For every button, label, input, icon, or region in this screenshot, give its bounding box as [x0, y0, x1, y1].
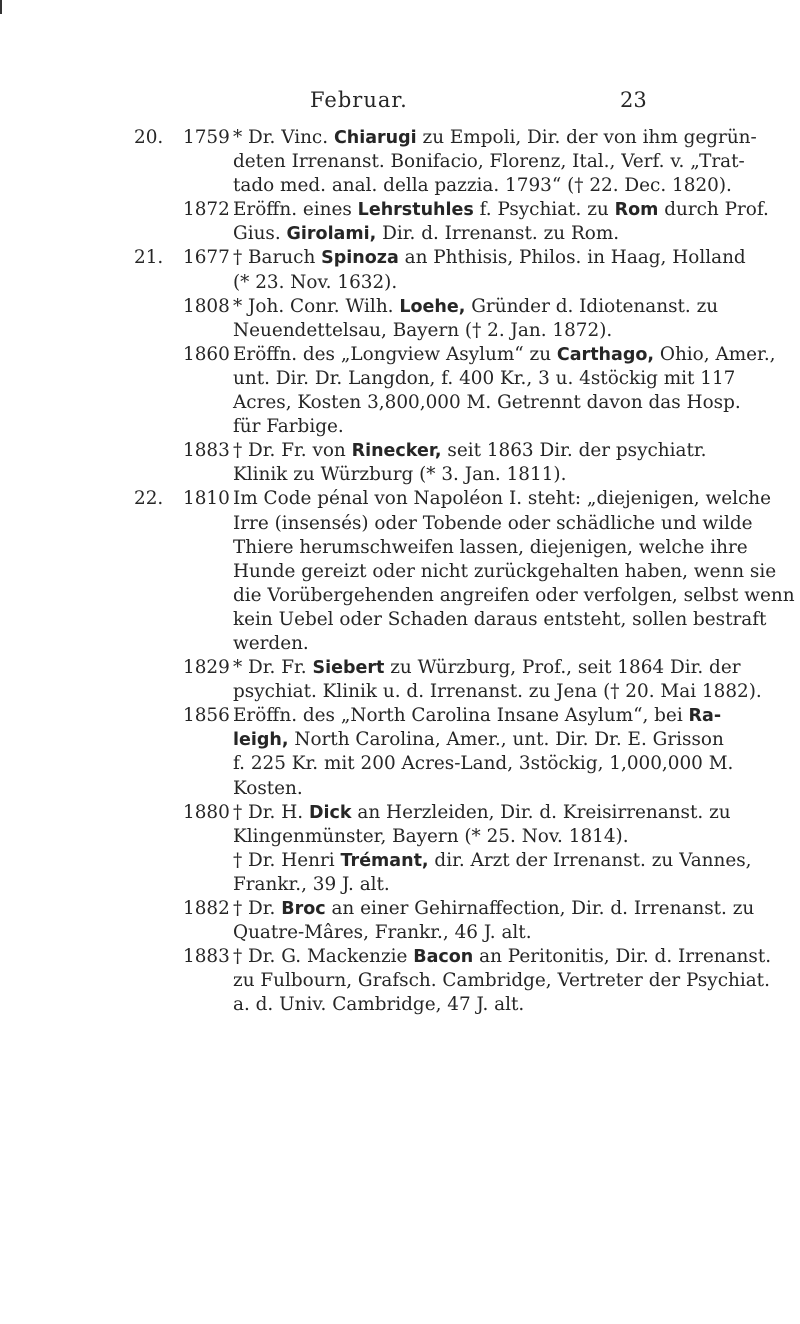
calendar-entry	[0, 704, 800, 800]
entry-text: Acres, Kosten 3,800,000 M. Getrennt davon das Hosp.	[233, 392, 741, 414]
entry-text: a. d. Univ. Cambridge, 47 J. alt.	[233, 994, 525, 1016]
calendar-entry	[0, 801, 800, 897]
entry-year: 1759	[183, 127, 230, 148]
entry-text: † Dr. Fr. von	[233, 440, 352, 462]
calendar-entries	[0, 126, 800, 1017]
person-or-place-name: Rinecker,	[351, 441, 442, 462]
entry-text-line	[233, 704, 800, 728]
entry-text-line	[233, 777, 800, 801]
person-or-place-name: Spinoza	[321, 248, 399, 269]
entry-text: zu Würzburg, Prof., seit 1864 Dir. der	[384, 657, 741, 679]
entry-text: * Dr. Fr.	[233, 657, 313, 679]
day-number: 22.	[134, 488, 164, 510]
entry-text: Hunde gereizt oder nicht zurückgehalten haben, wenn sie	[233, 560, 777, 582]
entry-text: kein Uebel oder Schaden daraus entsteht, sollen bestraft	[233, 608, 767, 630]
entry-text-line	[233, 632, 800, 656]
person-or-place-name: leigh,	[233, 730, 289, 751]
entry-text-line	[233, 415, 800, 439]
person-or-place-name: Trémant,	[340, 850, 429, 871]
entry-text-line	[233, 897, 800, 921]
entry-text: f. 225 Kr. mit 200 Acres-Land, 3stöckig, 1,000,000 M.	[233, 753, 734, 775]
entry-text: Eröffn. des „Longview Asylum“ zu	[233, 343, 557, 365]
entry-text-line	[233, 680, 800, 704]
entry-text-line	[233, 584, 800, 608]
entry-text: Eröffn. eines	[233, 199, 358, 221]
calendar-entry	[0, 198, 800, 246]
entry-text-line	[233, 969, 800, 993]
calendar-entry	[0, 295, 800, 343]
day-number: 21.	[134, 247, 164, 269]
entry-year: 1856	[183, 705, 230, 727]
entry-text-line	[233, 873, 800, 897]
entry-text: Gründer d. Idiotenanst. zu	[465, 295, 719, 317]
entry-text: an Herzleiden, Dir. d. Kreisirrenanst. zu	[351, 801, 731, 823]
entry-year: 1872	[183, 199, 230, 221]
entry-year: 1829	[183, 657, 230, 679]
entry-year: 1808	[183, 295, 230, 317]
entry-text: seit 1863 Dir. der psychiatr.	[441, 440, 707, 462]
entry-year: 1880	[183, 801, 230, 823]
person-or-place-name: Siebert	[312, 658, 385, 679]
calendar-entry	[0, 897, 800, 945]
entry-text: durch Prof.	[658, 199, 769, 221]
entry-text: Neuendettelsau, Bayern († 2. Jan. 1872).	[233, 319, 613, 341]
page-header	[0, 88, 800, 118]
entry-text-line	[233, 849, 800, 873]
entry-text-line	[233, 825, 800, 849]
entry-text-line	[233, 367, 800, 391]
calendar-entry	[0, 343, 800, 439]
entry-text: Thiere herumschweifen lassen, diejenigen, welche ihre	[233, 536, 748, 558]
entry-text: psychiat. Klinik u. d. Irrenanst. zu Jena († 20. Mai 1882).	[233, 681, 762, 703]
entry-text: an Phthisis, Philos. in Haag, Holland	[398, 247, 746, 269]
calendar-entry	[0, 439, 800, 487]
entry-text: unt. Dir. Dr. Langdon, f. 400 Kr., 3 u. 4stöckig mit 117	[233, 367, 736, 389]
entry-text-line	[233, 608, 800, 632]
entry-text: † Dr. G. Mackenzie	[233, 946, 414, 968]
entry-text: Frankr., 39 J. alt.	[233, 873, 390, 895]
entry-text: zu Empoli, Dir. der von ihm gegrün-	[416, 127, 757, 148]
entry-text-line	[233, 391, 800, 415]
running-head: Februar.	[310, 88, 408, 112]
entry-text-line	[233, 174, 800, 198]
person-or-place-name: Rom	[614, 200, 659, 221]
entry-text-line	[233, 150, 800, 174]
calendar-entry	[0, 945, 800, 1017]
entry-year: 1860	[183, 343, 230, 365]
entry-text: Gius.	[233, 223, 287, 245]
entry-text: Im Code pénal von Napoléon I. steht: „diejenigen, welche	[233, 488, 772, 510]
entry-text: North Carolina, Amer., unt. Dir. Dr. E. Grisson	[288, 729, 724, 751]
entry-text-line	[233, 536, 800, 560]
calendar-entry	[0, 126, 800, 198]
entry-text: f. Psychiat. zu	[473, 199, 615, 221]
entry-text-line	[233, 656, 800, 680]
calendar-entry	[0, 487, 800, 656]
person-or-place-name: Ra-	[688, 706, 722, 727]
entry-text: Eröffn. des „North Carolina Insane Asylum“, bei	[233, 705, 689, 727]
person-or-place-name: Lehrstuhles	[357, 200, 474, 221]
person-or-place-name: Chiarugi	[333, 128, 417, 148]
entry-text-line	[233, 512, 800, 536]
entry-text: † Baruch	[233, 247, 322, 269]
day-number: 20.	[134, 127, 164, 148]
entry-text-line	[233, 271, 800, 295]
person-or-place-name: Dick	[308, 802, 352, 823]
entry-text-line	[233, 560, 800, 584]
entry-text-line	[233, 319, 800, 343]
calendar-entry	[0, 246, 800, 294]
entry-text-line	[233, 752, 800, 776]
entry-text: zu Fulbourn, Grafsch. Cambridge, Vertreter der Psychiat.	[233, 970, 770, 992]
entry-text-line	[233, 222, 800, 246]
entry-year: 1677	[183, 247, 230, 269]
entry-text: * Dr. Vinc.	[233, 127, 334, 148]
page-number: 23	[620, 88, 647, 112]
entry-text: Quatre-Mâres, Frankr., 46 J. alt.	[233, 922, 532, 944]
entry-text: Irre (insensés) oder Tobende oder schädliche und wilde	[233, 512, 753, 534]
entry-text: an einer Gehirnaffection, Dir. d. Irrenanst. zu	[325, 898, 755, 919]
entry-text: * Joh. Conr. Wilh.	[233, 295, 400, 317]
entry-year: 1810	[183, 488, 230, 510]
entry-text-line	[233, 463, 800, 487]
entry-text-line	[233, 295, 800, 319]
person-or-place-name: Carthago,	[556, 344, 655, 365]
page-edge-mark	[0, 0, 2, 14]
entry-text-line	[233, 343, 800, 367]
calendar-entry	[0, 656, 800, 704]
entry-text: † Dr. Henri	[233, 849, 341, 871]
entry-text-line	[233, 126, 800, 150]
entry-year: 1883	[183, 946, 230, 968]
entry-text: werden.	[233, 632, 309, 654]
entry-text: Ohio, Amer.,	[654, 343, 776, 365]
entry-text: für Farbige.	[233, 416, 344, 438]
entry-text: Klinik zu Würzburg (* 3. Jan. 1811).	[233, 464, 567, 486]
entry-text-line	[233, 921, 800, 945]
person-or-place-name: Loehe,	[399, 296, 466, 317]
entry-text-line	[233, 198, 800, 222]
entry-text: † Dr. H.	[233, 801, 309, 823]
entry-text-line	[233, 487, 800, 511]
entry-text: Kosten.	[233, 777, 303, 799]
entry-text: † Dr.	[233, 898, 282, 919]
person-or-place-name: Bacon	[413, 947, 474, 968]
person-or-place-name: Girolami,	[286, 224, 377, 245]
entry-text: tado med. anal. della pazzia. 1793“ († 22. Dec. 1820).	[233, 175, 732, 197]
entry-year: 1882	[183, 898, 230, 919]
entry-text-line	[233, 993, 800, 1017]
entry-text-line	[233, 801, 800, 825]
entry-text-line	[233, 439, 800, 463]
entry-text: an Peritonitis, Dir. d. Irrenanst.	[473, 946, 772, 968]
entry-text: (* 23. Nov. 1632).	[233, 271, 398, 293]
person-or-place-name: Broc	[281, 899, 326, 919]
entry-text: Klingenmünster, Bayern (* 25. Nov. 1814).	[233, 825, 629, 847]
entry-text-line	[233, 728, 800, 752]
entry-text-line	[233, 945, 800, 969]
entry-text: deten Irrenanst. Bonifacio, Florenz, Ital., Verf. v. „Trat-	[233, 151, 745, 173]
entry-text: die Vorübergehenden angreifen oder verfolgen, selbst wenn	[233, 584, 795, 606]
entry-text: Dir. d. Irrenanst. zu Rom.	[376, 223, 620, 245]
entry-text-line	[233, 246, 800, 270]
entry-year: 1883	[183, 440, 230, 462]
entry-text: dir. Arzt der Irrenanst. zu Vannes,	[428, 849, 752, 871]
